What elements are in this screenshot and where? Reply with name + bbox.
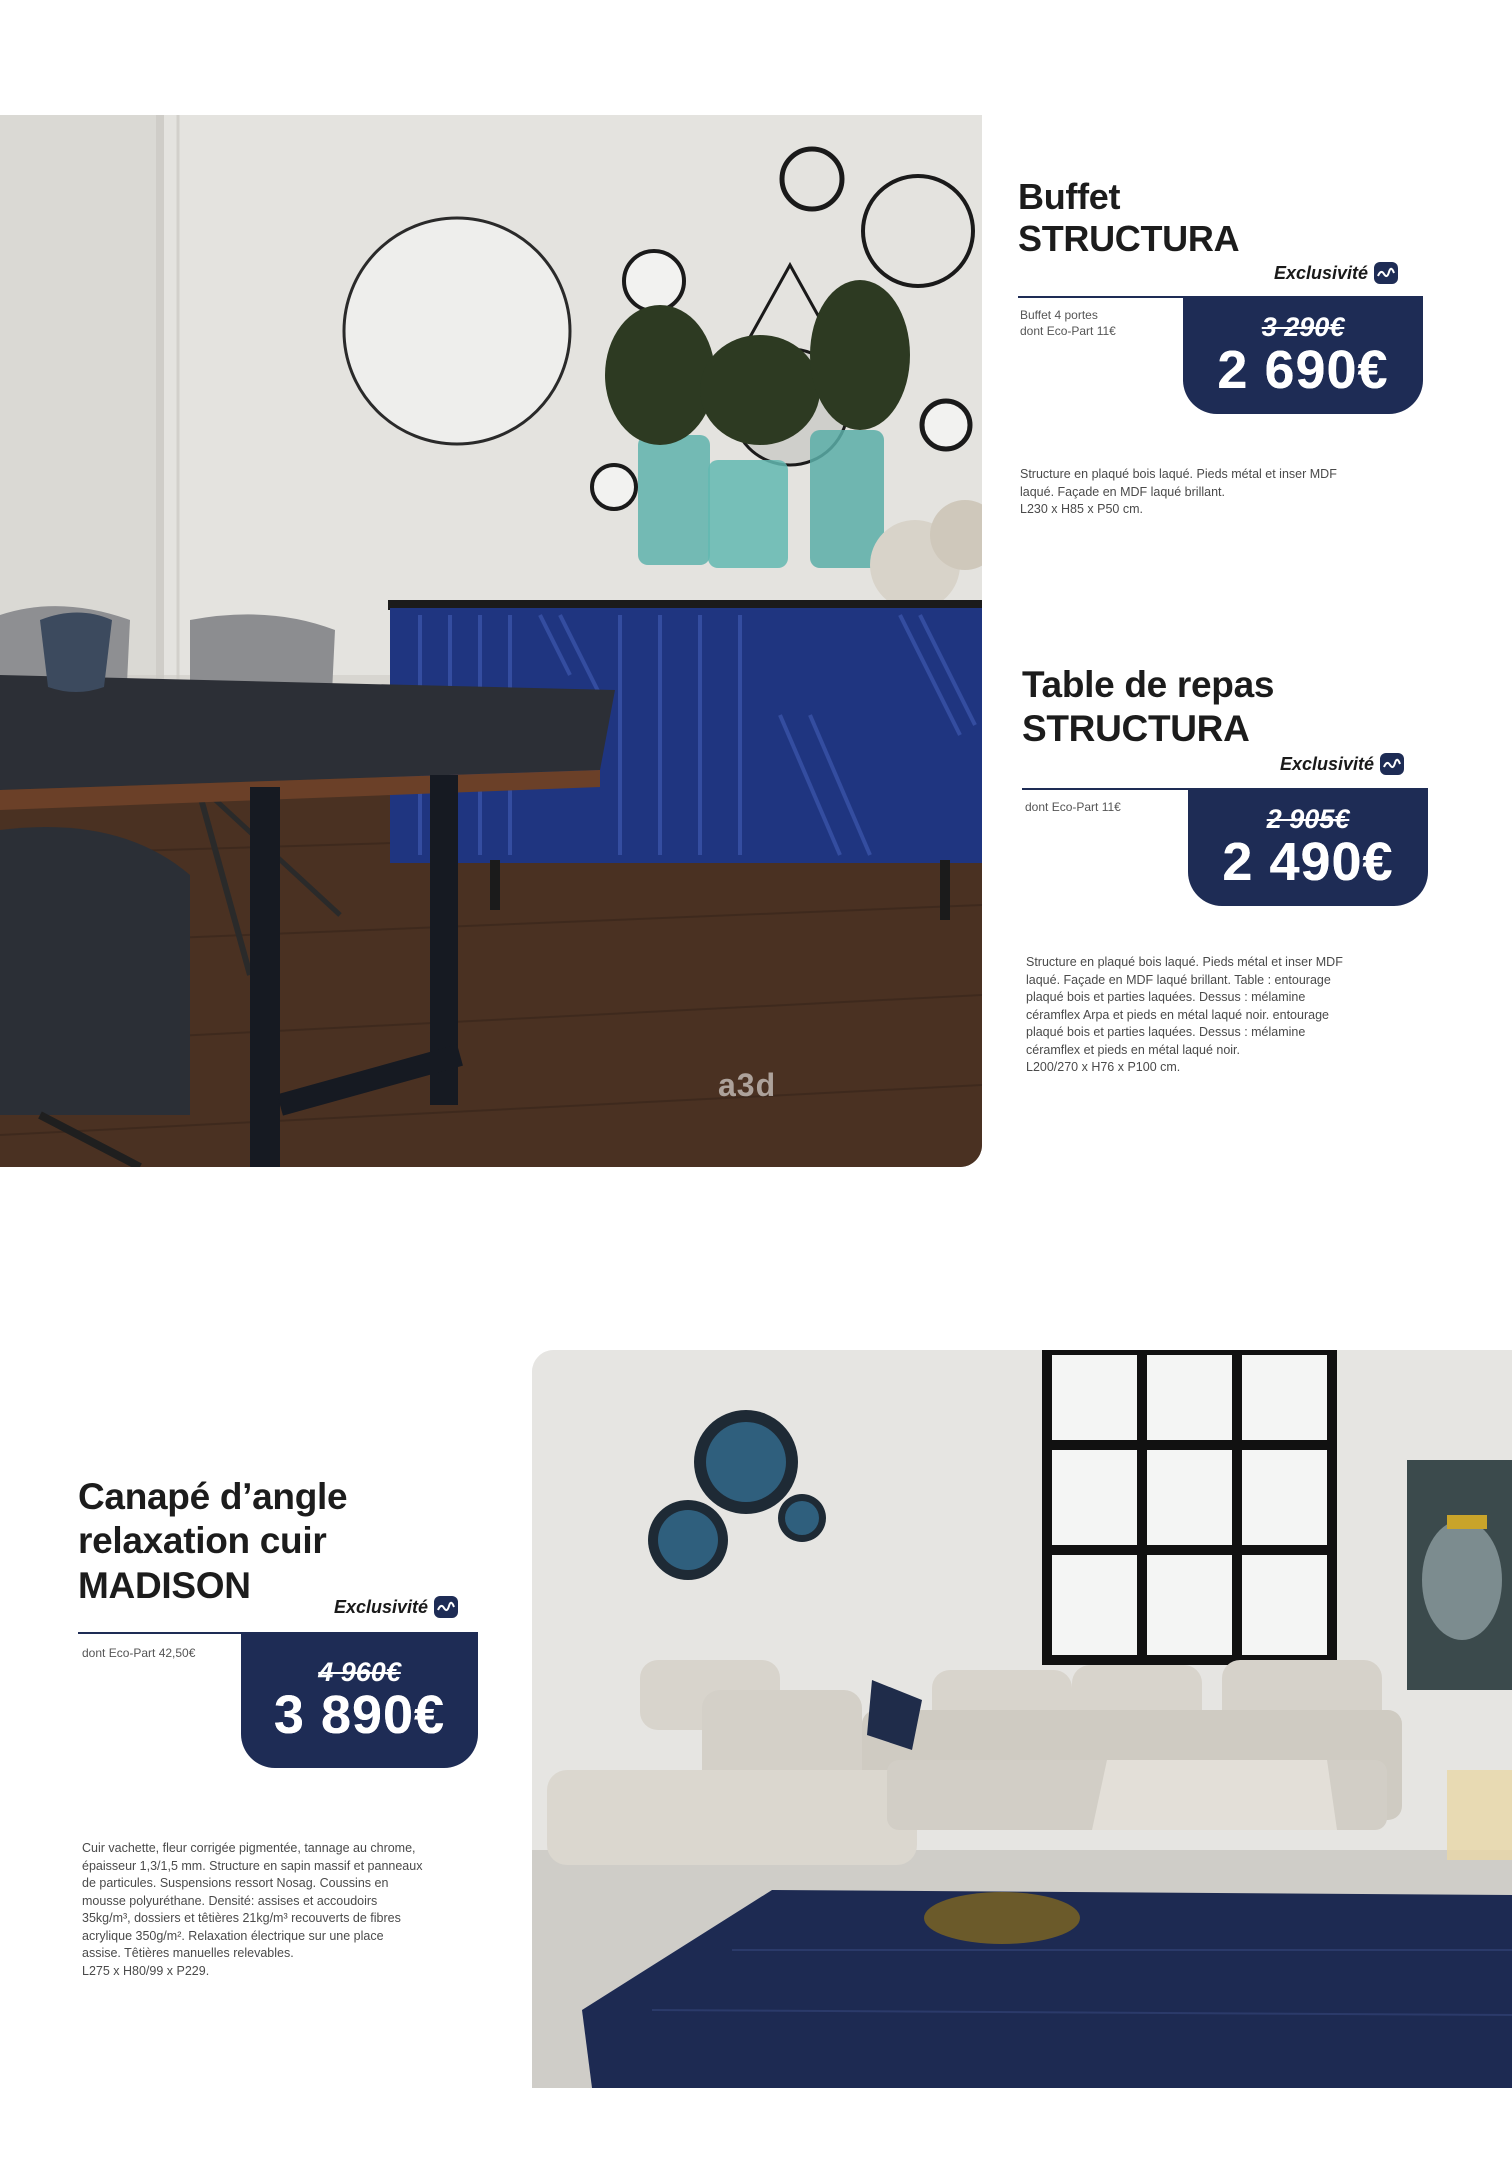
buffet-details-line1: Buffet 4 portes [1020, 308, 1098, 322]
description-line: Structure en plaqué bois laqué. Pieds métal et inser MDF [1026, 955, 1343, 969]
description-line: acrylique 350g/m². Relaxation électrique sur une place [82, 1928, 384, 1943]
buffet-title-line2: STRUCTURA [1018, 218, 1240, 260]
exclusivity-label: Exclusivité [1274, 262, 1369, 283]
description-line: Structure en plaqué bois laqué. Pieds métal et inser MDF [1020, 467, 1337, 481]
watermark: a3d [718, 1067, 777, 1103]
description-line: L200/270 x H76 x P100 cm. [1026, 1060, 1181, 1074]
sofa-old-price: 4 960€ [318, 1657, 401, 1687]
table-title-line1: Table de repas [1022, 664, 1275, 705]
sofa-exclusivity [334, 1596, 458, 1618]
buffet-details-line2: dont Eco-Part 11€ [1020, 324, 1116, 338]
sofa-details [82, 1645, 195, 1661]
sofa-new-price: 3 890€ [273, 1685, 446, 1745]
signature-badge-icon [1374, 262, 1398, 284]
description-line: Cuir vachette, fleur corrigée pigmentée, tannage au chrome, [82, 1841, 416, 1855]
sofa-title-line1: Canapé d’angle [78, 1476, 348, 1517]
table-description [1026, 954, 1343, 1077]
exclusivity-label: Exclusivité [1280, 753, 1375, 774]
sofa-price-box [241, 1632, 478, 1768]
buffet-description [1020, 466, 1337, 519]
description-line: plaqué bois et parties laquées. Dessus : mélamine [1026, 1025, 1306, 1039]
table-title-line2: STRUCTURA [1022, 707, 1250, 749]
buffet-details [1020, 307, 1116, 339]
description-line: céramflex et pieds en métal laqué noir. [1026, 1042, 1241, 1057]
sofa-details-line1: dont Eco-Part 42,50€ [82, 1646, 196, 1660]
description-line: céramflex Arpa et pieds en métal laqué noir. entourage [1026, 1007, 1329, 1022]
description-line: assise. Têtières manuelles relevables. [82, 1946, 294, 1960]
exclusivity-label: Exclusivité [334, 1596, 429, 1617]
table-old-price: 2 905€ [1266, 804, 1350, 834]
table-exclusivity [1280, 753, 1404, 775]
sofa-description [82, 1840, 422, 1980]
description-line: plaqué bois et parties laquées. Dessus : mélamine [1026, 990, 1306, 1004]
description-line: L275 x H80/99 x P229. [82, 1963, 210, 1978]
description-line: de particules. Suspensions ressort Nosag. Coussins en [82, 1876, 389, 1890]
description-line: 35kg/m³, dossiers et têtières 21kg/m³ recouverts de fibres [82, 1911, 401, 1925]
table-price-box [1188, 788, 1428, 906]
buffet-new-price: 2 690€ [1217, 340, 1389, 400]
table-title [1022, 663, 1274, 750]
living-room-photo [532, 1350, 1512, 2088]
signature-badge-icon [1380, 753, 1404, 775]
sofa-title-line2: relaxation cuir [78, 1520, 327, 1562]
description-line: laqué. Façade en MDF laqué brillant. [1020, 484, 1225, 499]
sofa-title-line3: MADISON [78, 1564, 251, 1606]
table-details-line1: dont Eco-Part 11€ [1025, 800, 1121, 814]
buffet-title-line1: Buffet [1018, 176, 1121, 217]
buffet-exclusivity [1274, 262, 1398, 284]
buffet-title [1018, 176, 1239, 261]
description-line: mousse polyuréthane. Densité: assises et accoudoirs [82, 1893, 378, 1908]
table-details [1025, 799, 1121, 815]
signature-badge-icon [434, 1596, 458, 1618]
table-new-price: 2 490€ [1222, 832, 1394, 892]
buffet-price-box [1183, 296, 1423, 414]
buffet-old-price: 3 290€ [1261, 312, 1345, 342]
sofa-title [78, 1475, 347, 1608]
description-line: L230 x H85 x P50 cm. [1020, 502, 1143, 516]
description-line: laqué. Façade en MDF laqué brillant. Table : entourage [1026, 972, 1331, 987]
dining-room-illustration [0, 115, 982, 1167]
dining-room-photo [0, 115, 982, 1167]
description-line: épaisseur 1,3/1,5 mm. Structure en sapin massif et panneaux [82, 1858, 423, 1873]
living-room-illustration [532, 1350, 1512, 2088]
